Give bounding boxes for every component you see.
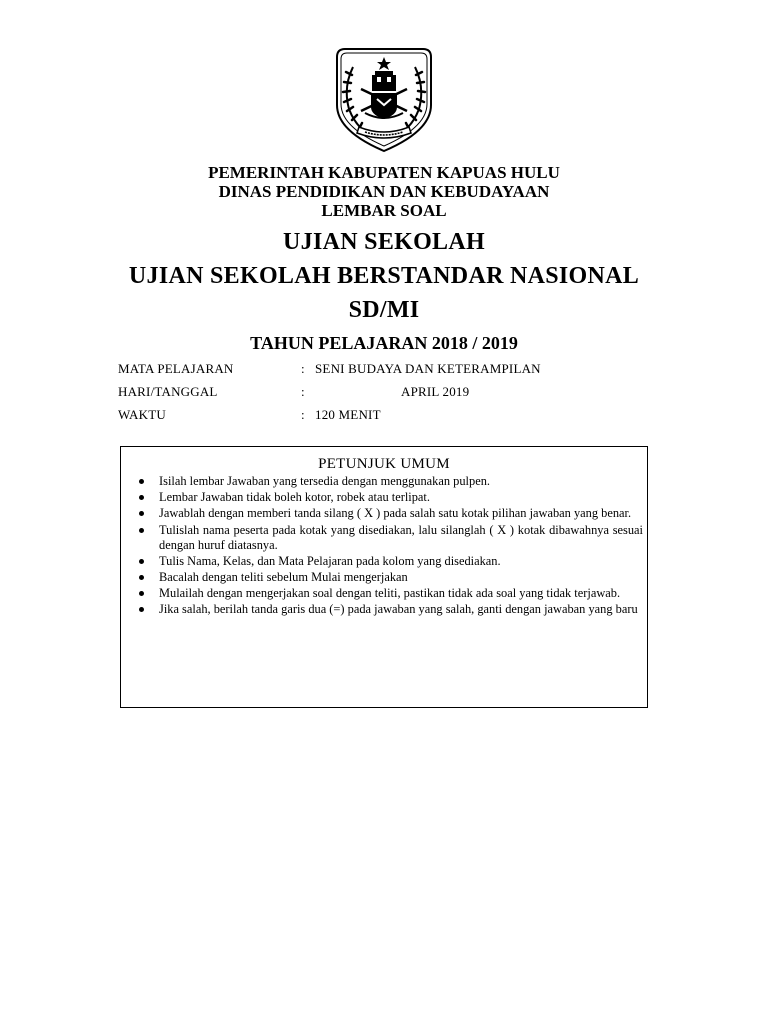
- info-separator: :: [301, 384, 305, 399]
- instruction-text: Isilah lembar Jawaban yang tersedia dengan menggunakan pulpen.: [159, 474, 490, 488]
- instruction-text: Lembar Jawaban tidak boleh kotor, robek atau terlipat.: [159, 490, 430, 505]
- bullet-dot-icon: [139, 591, 144, 596]
- sheet-label: LEMBAR SOAL: [321, 201, 447, 220]
- academic-year: TAHUN PELAJARAN 2018 / 2019: [250, 333, 518, 353]
- list-item: [139, 554, 643, 569]
- info-label: HARI/TANGGAL: [118, 384, 218, 399]
- list-item: [139, 523, 643, 553]
- list-item: [139, 490, 643, 505]
- instruction-text: Jika salah, berilah tanda garis dua (=) pada jawaban yang salah, ganti dengan jawaban yang baru: [159, 602, 638, 617]
- info-label: MATA PELAJARAN: [118, 361, 234, 376]
- list-item: [139, 570, 643, 585]
- exam-title: UJIAN SEKOLAH: [283, 229, 485, 255]
- list-item: [139, 506, 643, 521]
- instruction-text: Tulislah nama peserta pada kotak yang disediakan, lalu silanglah ( X ) kotak dibawahnya sesuai dengan huruf diatasnya.: [159, 522, 643, 552]
- info-value: 120 MENIT: [315, 407, 381, 422]
- regency-crest-icon: [331, 47, 437, 153]
- instructions-list: [139, 474, 643, 619]
- government-name: PEMERINTAH KABUPATEN KAPUAS HULU: [208, 163, 560, 182]
- bullet-dot-icon: [139, 511, 144, 516]
- school-level: SD/MI: [348, 297, 420, 323]
- list-item: [139, 602, 643, 617]
- info-separator: :: [301, 361, 305, 376]
- exam-full-title: UJIAN SEKOLAH BERSTANDAR NASIONAL: [128, 263, 640, 289]
- info-separator: :: [301, 407, 305, 422]
- instructions-box: [120, 446, 648, 708]
- bullet-dot-icon: [139, 559, 144, 564]
- bullet-dot-icon: [139, 607, 144, 612]
- bullet-dot-icon: [139, 495, 144, 500]
- list-item: [139, 474, 643, 489]
- info-label: WAKTU: [118, 407, 166, 422]
- bullet-dot-icon: [139, 575, 144, 580]
- instruction-text: Bacalah dengan teliti sebelum Mulai mengerjakan: [159, 569, 408, 584]
- bullet-dot-icon: [139, 528, 144, 533]
- instructions-title: PETUNJUK UMUM: [318, 456, 450, 472]
- instruction-text: Jawablah dengan memberi tanda silang ( X ) pada salah satu kotak pilihan jawaban yang benar.: [159, 506, 632, 521]
- info-value: SENI BUDAYA DAN KETERAMPILAN: [315, 361, 541, 376]
- info-value: APRIL 2019: [401, 384, 470, 399]
- department-name: DINAS PENDIDIKAN DAN KEBUDAYAAN: [218, 182, 550, 201]
- bullet-dot-icon: [139, 479, 144, 484]
- instruction-text: Tulis Nama, Kelas, dan Mata Pelajaran pada kolom yang disediakan.: [159, 553, 501, 568]
- instruction-text: Mulailah dengan mengerjakan soal dengan teliti, pastikan tidak ada soal yang tidak terjawab.: [159, 586, 621, 601]
- list-item: [139, 586, 643, 601]
